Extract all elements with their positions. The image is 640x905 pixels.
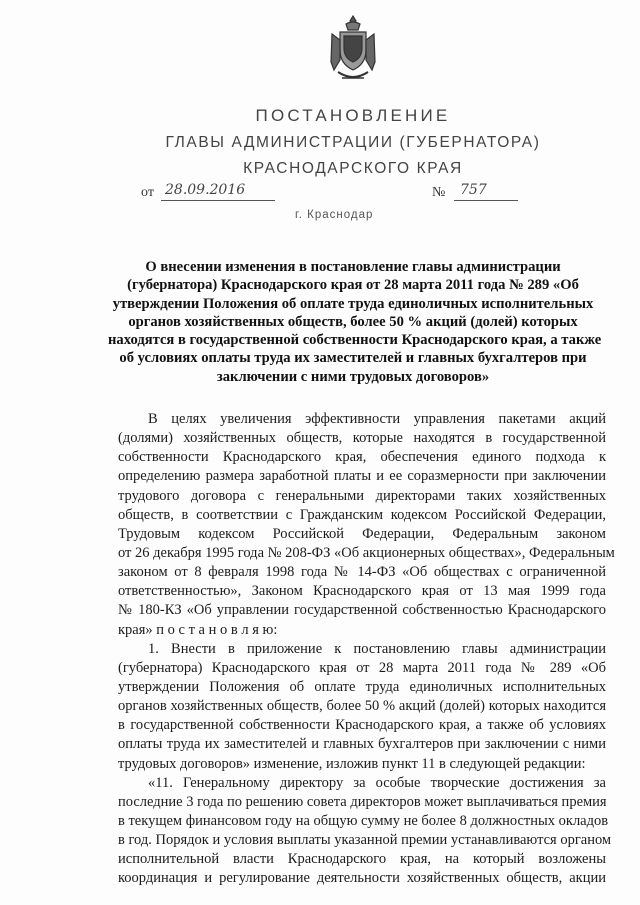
- body-line: собственности Краснодарского края, обеспечения единого подхода к: [118, 449, 606, 466]
- body-line: обществ, в соответствии с Гражданским кодексом Российской Федерации,: [118, 506, 606, 523]
- body-line: в год. Порядок и условия выплаты указанной премии устанавливаются органом: [118, 832, 612, 849]
- body-line: ответственностью», Законом Краснодарского края от 13 мая 1999 года: [118, 583, 606, 600]
- title-line: О внесении изменения в постановление главы администрации: [145, 259, 561, 275]
- body-line: от 26 декабря 1995 года № 208-ФЗ «Об акционерных обществах», Федеральным: [118, 544, 615, 561]
- issuer-heading: ГЛАВЫ АДМИНИСТРАЦИИ (ГУБЕРНАТОРА): [165, 134, 541, 151]
- body-line: утверждении Положения об оплате труда единоличных исполнительных: [118, 678, 606, 695]
- title-line: об условиях оплаты труда их заместителей и главных бухгалтеров при: [119, 350, 587, 367]
- body-line: «11. Генеральному директору за особые творческие достижения за: [148, 774, 606, 791]
- body-line: Трудовым кодексом Российской Федерации, Федеральным законом: [118, 525, 606, 542]
- document-body: [118, 410, 615, 889]
- document-type-heading: ПОСТАНОВЛЕНИЕ: [255, 106, 451, 125]
- body-line: трудовых договоров» изменение, изложив пункт 11 в следующей редакции:: [118, 755, 586, 772]
- body-line: органов хозяйственных обществ, более 50 % акций (долей) которых находится: [118, 698, 606, 715]
- body-line: оплаты труда их заместителей и главных бухгалтеров при заключении с ними: [118, 736, 606, 753]
- body-line: координация и регулирование деятельности хозяйственных обществ, акции: [118, 870, 606, 887]
- body-line: края» п о с т а н о в л я ю:: [118, 621, 278, 638]
- body-line: исполнительной власти Краснодарского края, на который возложены: [118, 851, 606, 868]
- body-line: законом от 8 февраля 1998 года № 14-ФЗ «Об обществах с ограниченной: [118, 564, 606, 581]
- body-line: (долями) хозяйственных обществ, которые находятся в государственной: [118, 430, 606, 447]
- body-line: в государственной собственности Краснодарского края, а также об условиях: [118, 717, 606, 734]
- body-line: (губернатора) Краснодарского края от 28 марта 2011 года № 289 «Об: [118, 659, 606, 676]
- title-line: утверждении Положения об оплате труда единоличных исполнительных: [112, 295, 594, 312]
- coat-of-arms-emblem: [328, 14, 378, 84]
- body-line: определению размера заработной платы и ее соразмерности при заключении: [118, 468, 606, 485]
- city-label: г. Краснодар: [295, 209, 374, 221]
- number-prefix: №: [432, 185, 446, 200]
- title-line: находятся в государственной собственности Краснодарского края, а также: [108, 332, 602, 349]
- document-date-handwritten: 28.09.2016: [161, 182, 275, 201]
- body-line: В целях увеличения эффективности управления пакетами акций: [148, 411, 606, 427]
- body-line: трудового договора с генеральными директорами таких хозяйственных: [118, 487, 606, 504]
- document-number-handwritten: 757: [454, 182, 518, 201]
- title-line: (губернатора) Краснодарского края от 28 марта 2011 года № 289 «Об: [127, 277, 579, 294]
- title-line: органов хозяйственных обществ, более 50 % акций (долей) которых: [128, 313, 578, 330]
- title-line: заключении с ними трудовых договоров»: [216, 368, 490, 385]
- date-prefix: от: [141, 185, 154, 200]
- body-line: 1. Внести в приложение к постановлению главы администрации: [148, 640, 606, 657]
- body-line: в текущем финансовом году на общую сумму не более 8 должностных окладов: [118, 812, 609, 829]
- body-line: последние 3 года по решению совета директоров может выплачиваться премия: [118, 793, 607, 810]
- region-heading: КРАСНОДАРСКОГО КРАЯ: [243, 160, 463, 177]
- body-line: № 180-КЗ «Об управлении государственной собственностью Краснодарского: [118, 602, 606, 619]
- document-title: [108, 258, 602, 386]
